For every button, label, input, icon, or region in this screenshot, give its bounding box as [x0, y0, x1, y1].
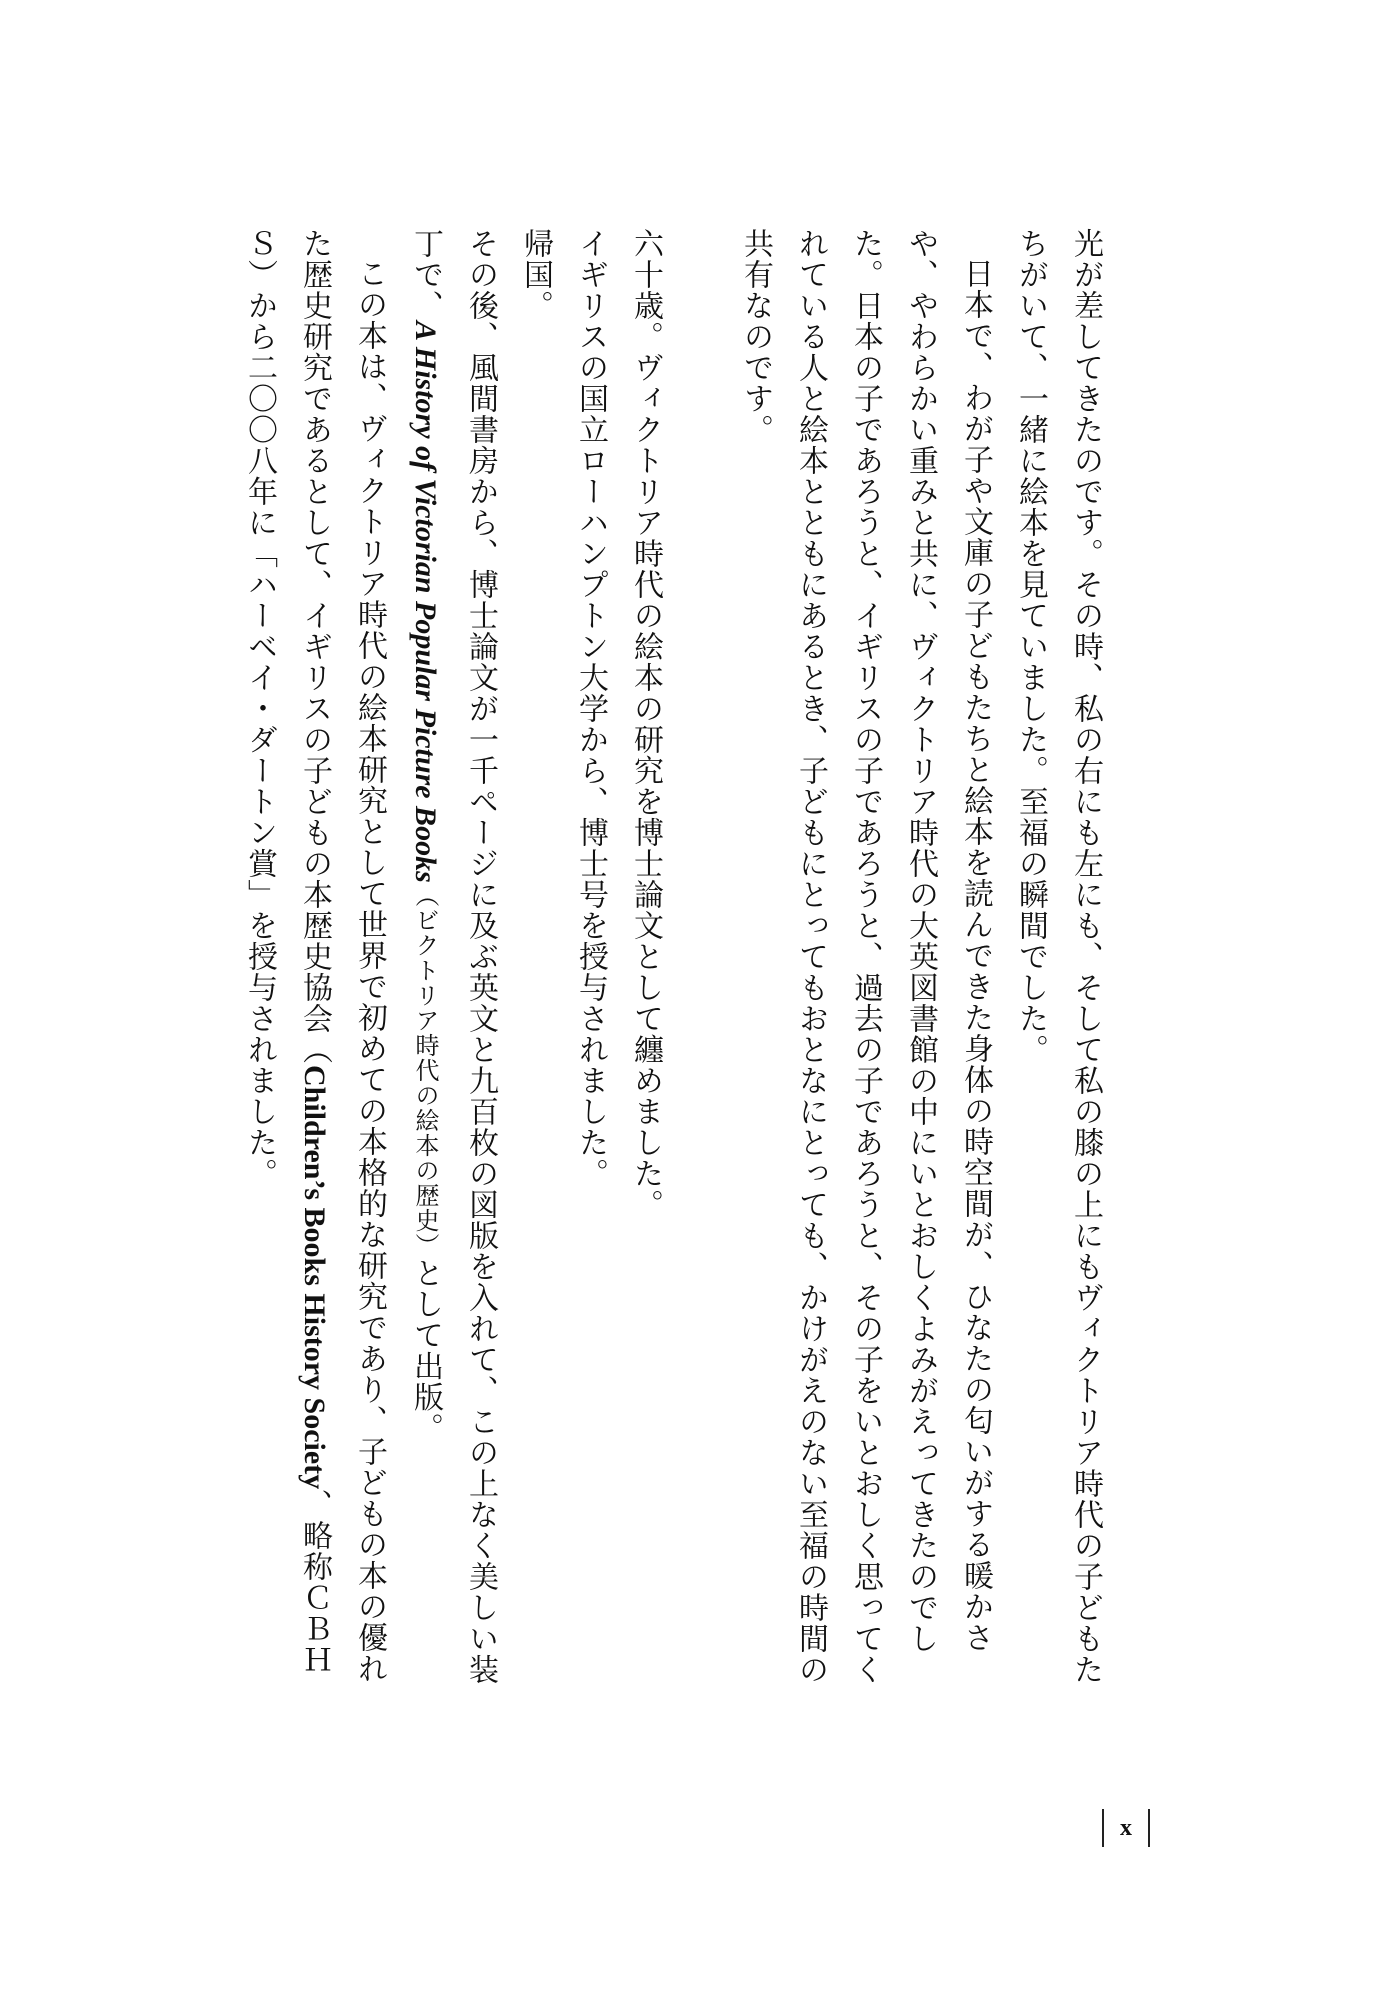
page-number: x [1120, 1815, 1132, 1841]
paragraph-4: イギリスの国立ローハンプトン大学から、博士号を授与されました。 [573, 228, 608, 1189]
paragraph-2: 日本で、わが子や文庫の子どもたちと絵本を読んできた身体の時空間が、ひなたの匂いがする暖かさや、やわらかい重みと共に、ヴィクトリア時代の大英図書館の中にいとおしくよみがえってきたのでした。日本の子であろうと、イギリスの子であろうと、過去の子であろうと、その子をいとおしく思ってくれている人と絵本とともにあるとき、子どもにとってもおとなにとっても、かけがえのない至福の時間の共有なのです。 [738, 228, 993, 1685]
book-title-japanese: （ビクトリア時代の絵本の歴史） [411, 882, 439, 1258]
blank-line [673, 228, 728, 1708]
paragraph-3: 六十歳。ヴィクトリア時代の絵本の研究を博士論文として纏めました。 [628, 228, 663, 1220]
organization-name-english: Children’s Books History Society [298, 1065, 331, 1490]
book-title-english: A History of Victorian Popular Picture Books [409, 321, 442, 883]
paragraph-7-text-mid: 、略称ＣＢＨＳ）から二〇〇八年に「ハーベイ・ダートン賞」を授与されました。 [242, 228, 332, 1676]
paragraph-1: 光が差してきたのです。その時、私の右にも左にも、そして私の膝の上にもヴィクトリア時代の子どもたちがいて、一緒に絵本を見ていました。至福の瞬間でした。 [1013, 228, 1103, 1685]
vertical-text-block [223, 228, 1113, 1708]
folio-right-rule [1148, 1809, 1150, 1847]
paragraph-5: 帰国。 [518, 228, 553, 321]
paragraph-6 [397, 228, 508, 1708]
page-folio [1087, 1808, 1165, 1848]
paragraph-7 [232, 228, 397, 1708]
paragraph-6-text-after: として出版。 [408, 1257, 443, 1444]
paragraph-6-text-before: その後、風間書房から、博士論文が一千ページに及ぶ英文と九百枚の図版を入れて、この上なく美しい装丁で、 [408, 228, 498, 1685]
paragraph-7-text-before: この本は、ヴィクトリア時代の絵本研究として世界で初めての本格的な研究であり、子どもの本の優れた歴史研究であるとして、イギリスの子どもの本歴史協会（ [297, 228, 387, 1684]
